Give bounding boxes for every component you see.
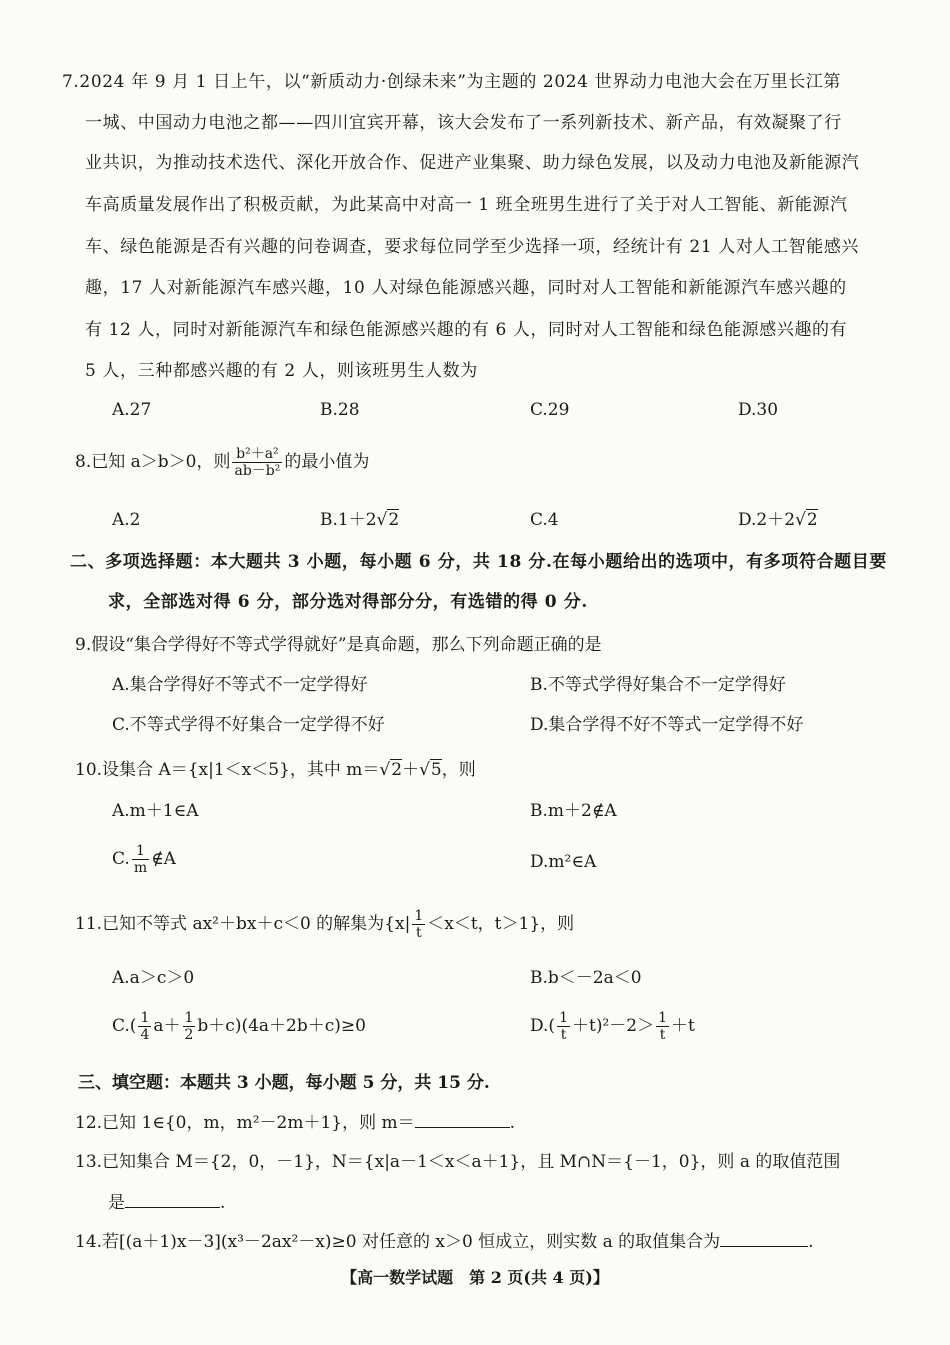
q10-stem-suffix: ，则 xyxy=(441,760,476,780)
q11-stem xyxy=(75,908,574,941)
q9-option-d: D.集合学得不好不等式一定学得不好 xyxy=(530,715,804,735)
q11-option-d-frac2 xyxy=(656,1010,669,1043)
q7-option-b: B.28 xyxy=(320,400,360,420)
q10-option-c-prefix: C. xyxy=(112,849,130,869)
q10-option-c xyxy=(112,843,176,876)
q8-option-a: A.2 xyxy=(112,510,141,530)
q11-d-f1-num: 1 xyxy=(559,1010,568,1026)
q11-c-f2-num: 1 xyxy=(184,1010,194,1026)
q12-text: 12.已知 1∈{0，m，m²－2m＋1}，则 m＝ xyxy=(75,1113,415,1133)
q10-option-c-den: m xyxy=(133,860,148,876)
q7-option-a: A.27 xyxy=(112,400,152,420)
q7-line-3: 业共识，为推动技术迭代、深化开放合作、促进产业集聚、助力绿色发展，以及动力电池及新能源汽 xyxy=(85,153,860,173)
q11-option-a: A.a＞c＞0 xyxy=(112,968,195,988)
q11-option-b: B.b＜－2a＜0 xyxy=(530,968,642,988)
q12-answer-blank[interactable] xyxy=(415,1111,510,1128)
page-footer: 【高一数学试题 第 2 页(共 4 页)】 xyxy=(341,1268,609,1287)
q13-period: . xyxy=(220,1193,226,1213)
q10-option-c-fraction xyxy=(132,843,149,876)
q13-line1: 13.已知集合 M＝{2，0，－1}，N＝{x|a－1＜x＜a＋1}，且 M∩N＝{－1，0}，则 a 的取值范围 xyxy=(75,1152,841,1172)
q12-period: . xyxy=(509,1113,516,1133)
q7-option-d: D.30 xyxy=(738,400,779,420)
q11-stem-prefix: 11.已知不等式 ax²＋bx＋c＜0 的解集为{x| xyxy=(75,914,411,934)
q11-option-c xyxy=(112,1010,366,1043)
q10-radicand-1: 2 xyxy=(391,760,403,780)
q11-stem-suffix: ＜x＜t，t＞1}，则 xyxy=(427,914,575,934)
q11-frac-den: t xyxy=(415,925,422,941)
q13-answer-blank[interactable] xyxy=(125,1191,220,1208)
q8-option-b: B.1＋2√2 xyxy=(320,510,400,530)
q11-d-f2-num: 1 xyxy=(658,1010,668,1026)
section2-heading-line1: 二、多项选择题：本大题共 3 小题，每小题 6 分，共 18 分.在每小题给出的选项中，有多项符合题目要 xyxy=(70,552,887,572)
q14-answer-blank[interactable] xyxy=(720,1230,808,1247)
q8-option-d-text: D.2＋2 xyxy=(738,510,796,530)
q11-option-c-prefix: C.( xyxy=(112,1016,137,1036)
q11-option-d-prefix: D.( xyxy=(530,1016,556,1036)
q8-option-b-text: B.1＋2 xyxy=(320,510,377,530)
q11-option-d-suffix: ＋t xyxy=(671,1016,695,1036)
q7-line-5: 车、绿色能源是否有兴趣的问卷调查，要求每位同学至少选择一项，经统计有 21 人对人工智能感兴 xyxy=(85,237,860,257)
q7-line-2: 一城、中国动力电池之都——四川宜宾开幕，该大会发布了一系列新技术、新产品，有效凝聚了行 xyxy=(85,113,842,133)
q12-stem xyxy=(75,1111,515,1135)
q11-d-f1-den: t xyxy=(560,1027,567,1043)
q7-line-4: 车高质量发展作出了积极贡献，为此某高中对高一 1 班全班男生进行了关于对人工智能、新能源汽 xyxy=(85,195,848,215)
q11-option-c-mid: a＋ xyxy=(153,1016,181,1036)
q11-stem-fraction xyxy=(412,908,425,941)
q8-option-c: C.4 xyxy=(530,510,559,530)
q11-d-f2-den: t xyxy=(659,1027,666,1043)
q7-line-8: 5 人，三种都感兴趣的有 2 人，则该班男生人数为 xyxy=(85,361,478,381)
q11-frac-num: 1 xyxy=(414,908,424,924)
q9-option-b: B.不等式学得好集合不一定学得好 xyxy=(530,675,786,695)
q8-option-d: D.2＋2√2 xyxy=(738,510,818,530)
q8-stem xyxy=(75,446,369,479)
q11-option-c-frac2 xyxy=(183,1010,196,1043)
q13-line2-text: 是 xyxy=(108,1193,125,1213)
q11-option-c-frac1 xyxy=(138,1010,151,1043)
q11-c-f1-num: 1 xyxy=(140,1010,150,1026)
q11-option-d-frac1 xyxy=(557,1010,570,1043)
q11-c-f2-den: 2 xyxy=(184,1027,194,1043)
q14-text: 14.若[(a＋1)x－3](x³－2ax²－x)≥0 对任意的 x＞0 恒成立，则实数 a 的取值集合为 xyxy=(75,1232,721,1252)
q11-c-f1-den: 4 xyxy=(140,1027,150,1043)
q10-stem-prefix: 10.设集合 A＝{x|1＜x＜5}，其中 m＝ xyxy=(75,760,380,780)
q14-stem xyxy=(75,1230,814,1254)
q10-radicand-2: 5 xyxy=(430,760,442,780)
q11-option-d-mid: ＋t)²－2＞ xyxy=(571,1016,655,1036)
q8-option-b-radicand: 2 xyxy=(388,510,400,530)
q10-option-c-num: 1 xyxy=(132,843,149,860)
q8-stem-prefix: 8.已知 a＞b＞0，则 xyxy=(75,452,231,472)
q7-line-1: 7.2024 年 9 月 1 日上午，以“新质动力·创绿未来”为主题的 2024 世界动力电池大会在万里长江第 xyxy=(62,72,841,92)
q14-period: . xyxy=(808,1232,814,1252)
q8-fraction xyxy=(232,446,282,479)
q7-option-c: C.29 xyxy=(530,400,570,420)
q11-option-d xyxy=(530,1010,695,1043)
q9-option-c: C.不等式学得不好集合一定学得不好 xyxy=(112,715,385,735)
q10-option-a: A.m＋1∈A xyxy=(112,801,199,821)
q10-stem: 10.设集合 A＝{x|1＜x＜5}，其中 m＝√2＋√5，则 xyxy=(75,760,476,780)
q9-option-a: A.集合学得好不等式不一定学得好 xyxy=(112,675,368,695)
q8-stem-suffix: 的最小值为 xyxy=(284,452,370,472)
q7-line-7: 有 12 人，同时对新能源汽车和绿色能源感兴趣的有 6 人，同时对人工智能和绿色能源感兴趣的有 xyxy=(85,320,848,340)
q13-line2 xyxy=(108,1191,225,1215)
q10-plus: ＋ xyxy=(402,760,420,780)
q11-option-c-suffix: b＋c)(4a＋2b＋c)≥0 xyxy=(197,1016,366,1036)
q8-frac-numerator: b²＋a² xyxy=(232,446,282,463)
section2-heading-line2: 求，全部选对得 6 分，部分选对得部分分，有选错的得 0 分. xyxy=(108,592,588,612)
q10-option-c-suffix: ∉A xyxy=(151,849,176,869)
q7-line-6: 趣，17 人对新能源汽车感兴趣，10 人对绿色能源感兴趣，同时对人工智能和新能源汽车感兴趣的 xyxy=(85,278,847,298)
q9-stem: 9.假设“集合学得好不等式学得就好”是真命题，那么下列命题正确的是 xyxy=(75,635,602,655)
q8-frac-denominator: ab－b² xyxy=(234,463,281,479)
q8-option-d-radicand: 2 xyxy=(806,510,818,530)
q10-option-d: D.m²∈A xyxy=(530,852,597,872)
q10-option-b: B.m＋2∉A xyxy=(530,801,617,821)
section3-heading: 三、填空题：本题共 3 小题，每小题 5 分，共 15 分. xyxy=(78,1073,490,1093)
